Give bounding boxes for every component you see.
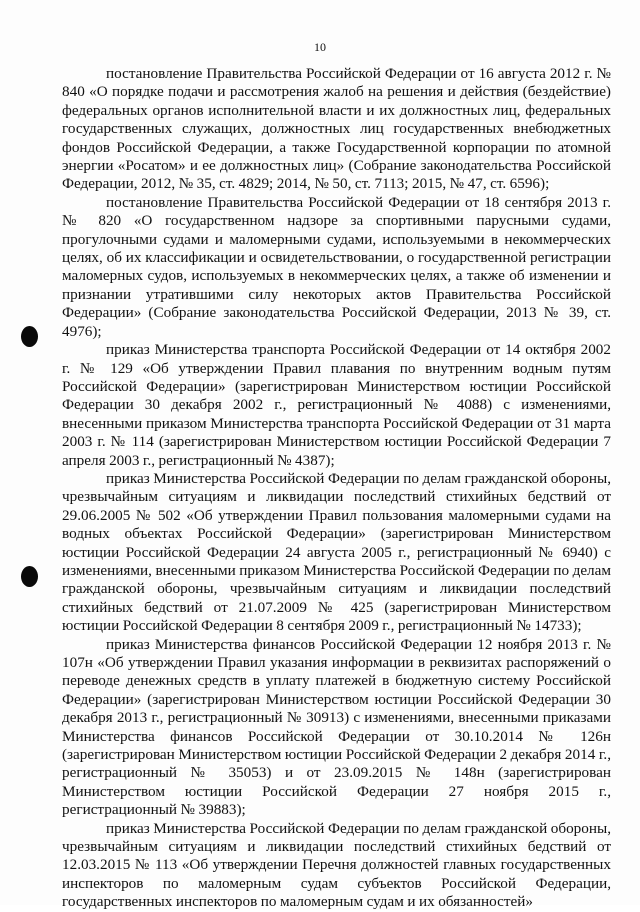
paragraph-order-107n: приказ Министерства финансов Российской Федерации 12 ноября 2013 г. № 107н «Об утверждении Правил указания информации в реквизитах распоряжений о переводе денежных средств в уплату платежей в бюджетную систему Российской Федерации» (зарегистрирован Министерством юстиции Российской Федерации 30 декабря 2013 г., регистрационный № 30913) с изменениями, внесенными приказами Министерства финансов Российской Федерации от 30.10.2014 № 126н (зарегистрирован Министерством юстиции Российской Федерации 2 декабря 2014 г., регистрационный № 35053) и от 23.09.2015 № 148н (зарегистрирован Министерством юстиции Российской Федерации 27 ноября 2015 г., регистрационный № 39883); <box>62 635 611 819</box>
document-body <box>62 65 611 912</box>
punch-hole-mark <box>21 566 38 587</box>
punch-hole-mark <box>21 326 38 347</box>
paragraph-order-113: приказ Министерства Российской Федерации по делам гражданской обороны, чрезвычайным ситуациям и ликвидации последствий стихийных бедствий от 12.03.2015 № 113 «Об утверждении Перечня должностей главных государственных инспекторов по маломерным судам субъектов Российской Федерации, государственных инспекторов по маломерным судам и их обязанностей» <box>62 819 611 911</box>
page-number: 10 <box>314 40 326 54</box>
paragraph-decree-840: постановление Правительства Российской Федерации от 16 августа 2012 г. № 840 «О порядке подачи и рассмотрения жалоб на решения и действия (бездействие) федеральных органов исполнительной власти и их должностных лиц, федеральных государственных служащих, должностных лиц государственных внебюджетных фондов Российской Федерации, а также Государственной корпорации по атомной энергии «Росатом» и ее должностных лиц» (Собрание законодательства Российской Федерации, 2012, № 35, ст. 4829; 2014, № 50, ст. 7113; 2015, № 47, ст. 6596); <box>62 65 611 193</box>
paragraph-order-129: приказ Министерства транспорта Российской Федерации от 14 октября 2002 г. № 129 «Об утверждении Правил плавания по внутренним водным путям Российской Федерации» (зарегистрирован Министерством юстиции Российской Федерации 30 декабря 2002 г., регистрационный № 4088) с изменениями, внесенными приказом Министерства транспорта Российской Федерации от 31 марта 2003 г. № 114 (зарегистрирован Министерством юстиции Российской Федерации 7 апреля 2003 г., регистрационный № 4387); <box>62 341 611 469</box>
paragraph-order-502: приказ Министерства Российской Федерации по делам гражданской обороны, чрезвычайным ситуациям и ликвидации последствий стихийных бедствий от 29.06.2005 № 502 «Об утверждении Правил пользования маломерными судами на водных объектах Российской Федерации» (зарегистрирован Министерством юстиции Российской Федерации 24 августа 2005 г., регистрационный № 6940) с изменениями, внесенными приказом Министерства Российской Федерации по делам гражданской обороны, чрезвычайным ситуациям и ликвидации последствий стихийных бедствий от 21.07.2009 № 425 (зарегистрирован Министерством юстиции Российской Федерации 8 сентября 2009 г., регистрационный № 14733); <box>62 469 611 635</box>
paragraph-decree-820: постановление Правительства Российской Федерации от 18 сентября 2013 г. № 820 «О государственном надзоре за спортивными парусными судами, прогулочными судами и маломерными судами, используемыми в некоммерческих целях, об их классификации и освидетельствовании, о государственной регистрации маломерных судов, используемых в некоммерческих целях, а также об изменении и признании утратившими силу некоторых актов Правительства Российской Федерации» (Собрание законодательства Российской Федерации, 2013 № 39, ст. 4976); <box>62 193 611 340</box>
